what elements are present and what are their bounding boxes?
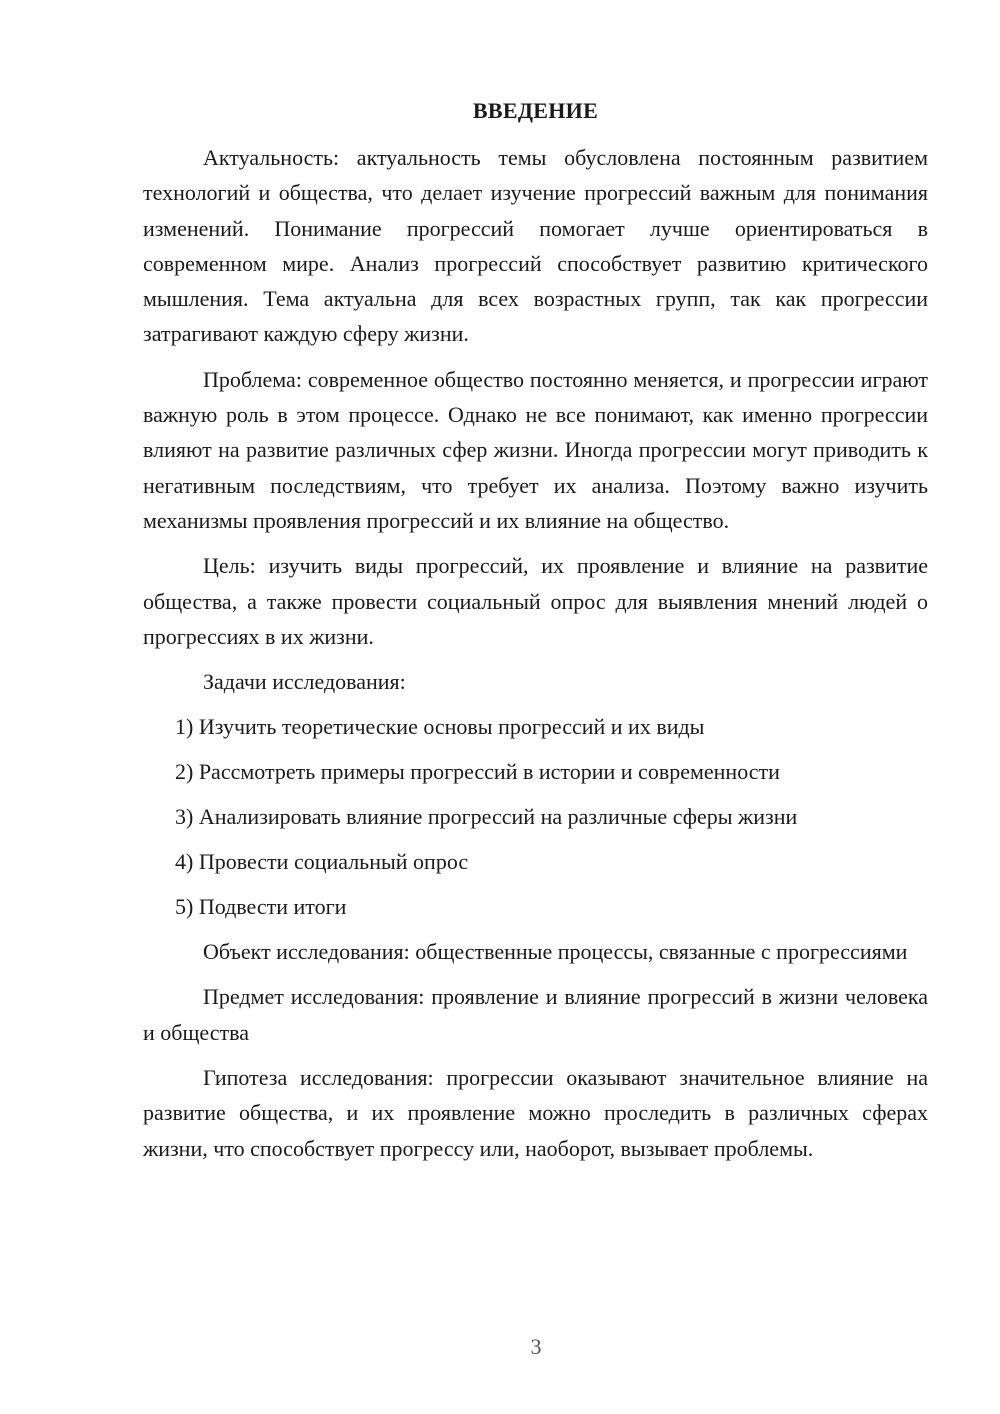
subject-paragraph: Предмет исследования: проявление и влияние прогрессий в жизни человека и общества bbox=[143, 984, 928, 1045]
goal-paragraph: Цель: изучить виды прогрессий, их проявление и влияние на развитие общества, а также провести социальный опрос для выявления мнений людей о прогрессиях в их жизни. bbox=[143, 553, 928, 649]
list-item: 2) Рассмотреть примеры прогрессий в истории и современности bbox=[175, 759, 780, 785]
page-number: 3 bbox=[530, 1334, 542, 1359]
document-page bbox=[143, 96, 928, 1176]
list-item: 1) Изучить теоретические основы прогрессий и их виды bbox=[175, 714, 705, 740]
hypothesis-paragraph: Гипотеза исследования: прогрессии оказывают значительное влияние на развитие общества, и их проявление можно проследить в различных сферах жизни, что способствует прогрессу или, наоборот, вызывает проблемы. bbox=[143, 1065, 928, 1161]
page-title: ВВЕДЕНИЕ bbox=[472, 98, 599, 123]
object-paragraph: Объект исследования: общественные процессы, связанные с прогрессиями bbox=[203, 939, 908, 965]
list-item: 5) Подвести итоги bbox=[175, 894, 347, 920]
problem-paragraph: Проблема: современное общество постоянно меняется, и прогрессии играют важную роль в этом процессе. Однако не все понимают, как именно прогрессии влияют на развитие различных сфер жизни. Иногда прогрессии могут приводить к негативным последствиям, что требует их анализа. Поэтому важно изучить механизмы проявления прогрессий и их влияние на общество. bbox=[143, 366, 928, 533]
relevance-paragraph: Актуальность: актуальность темы обусловлена постоянным развитием технологий и общества, что делает изучение прогрессий важным для понимания изменений. Понимание прогрессий помогает лучше ориентироваться в современном мире. Анализ прогрессий способствует развитию критического мышления. Тема актуальна для всех возрастных групп, так как прогрессии затрагивают каждую сферу жизни. bbox=[143, 145, 928, 347]
tasks-heading: Задачи исследования: bbox=[203, 669, 406, 695]
list-item: 3) Анализировать влияние прогрессий на различные сферы жизни bbox=[175, 804, 798, 830]
list-item: 4) Провести социальный опрос bbox=[175, 849, 469, 875]
tasks-list bbox=[143, 709, 928, 924]
